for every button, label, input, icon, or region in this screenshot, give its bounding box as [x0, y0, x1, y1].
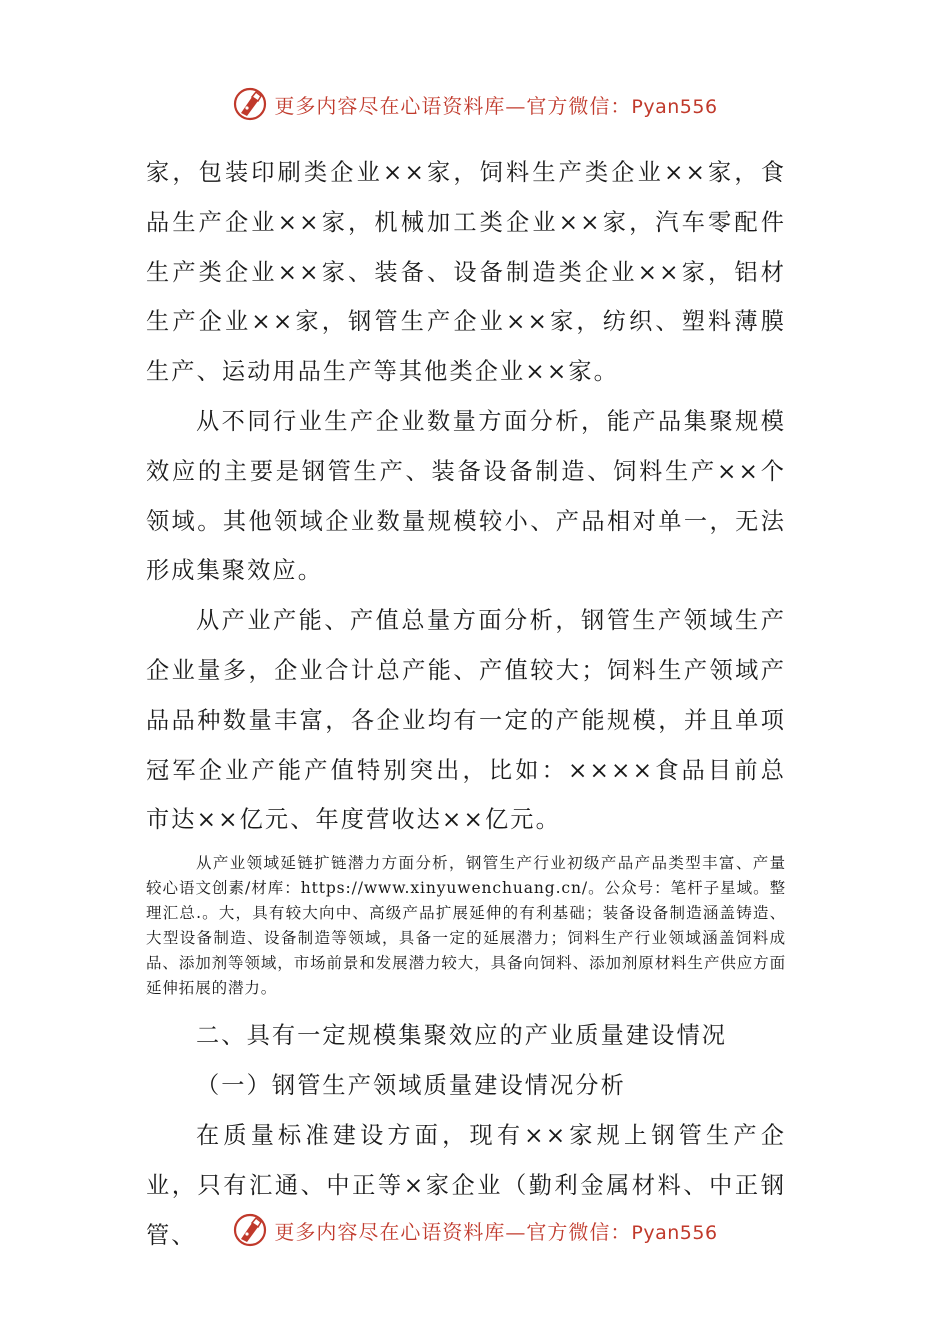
header-banner [0, 84, 950, 124]
document-body [146, 148, 786, 1261]
paragraph-quality-standards: 在质量标准建设方面，现有××家规上钢管生产企业，只有汇通、中正等×家企业（勤利金属材料、中正钢管、 [146, 1122, 786, 1249]
footer-banner [0, 1210, 950, 1250]
banner-text: 更多内容尽在心语资料库—官方微信：Pyan556 [274, 93, 718, 118]
paragraph-quantity-analysis: 从不同行业生产企业数量方面分析，能产品集聚规模效应的主要是钢管生产、装备设备制造、饲料生产××个领域。其他领域企业数量规模较小、产品相对单一，无法形成集聚效应。 [146, 407, 786, 585]
paragraph-enterprise-counts: 家，包装印刷类企业××家，饲料生产类企业××家，食品生产企业××家，机械加工类企业××家，汽车零配件生产类企业××家、装备、设备制造类企业××家，铝材生产企业××家，钢管生产企业××家，纺织、塑料薄膜生产、运动用品生产等其他类企业××家。 [146, 159, 786, 386]
wechat-id: Pyan556 [631, 1221, 718, 1244]
pen-nib-logo-icon [232, 86, 268, 122]
paragraph-capacity-analysis: 从产业产能、产值总量方面分析，钢管生产领域生产企业量多，企业合计总产能、产值较大；饲料生产领域产品品种数量丰富，各企业均有一定的产能规模，并且单项冠军企业产能产值特别突出，比如：××××食品目前总市达××亿元、年度营收达××亿元。 [146, 607, 786, 834]
section-heading: 二、具有一定规模集聚效应的产业质量建设情况 [196, 1022, 728, 1050]
pen-nib-logo-icon [232, 1212, 268, 1248]
subsection-heading: （一）钢管生产领域质量建设情况分析 [196, 1072, 626, 1100]
wechat-id: Pyan556 [631, 95, 718, 118]
paragraph-chain-potential: 从产业领域延链扩链潜力方面分析，钢管生产行业初级产品产品类型丰富、产量较心语文创素/材库：https://www.xinyuwenchuang.cn/。公众号：笔杆子星域。整理汇总.。大，具有较大向中、高级产品扩展延伸的有利基础；装备设备制造涵盖铸造、大型设备制造、设备制造等领域，具备一定的延展潜力；饲料生产行业领域涵盖饲料成品、添加剂等领域，市场前景和发展潜力较大，具备向饲料、添加剂原材料生产供应方面延伸拓展的潜力。 [146, 854, 786, 998]
banner-text: 更多内容尽在心语资料库—官方微信：Pyan556 [274, 1219, 718, 1244]
